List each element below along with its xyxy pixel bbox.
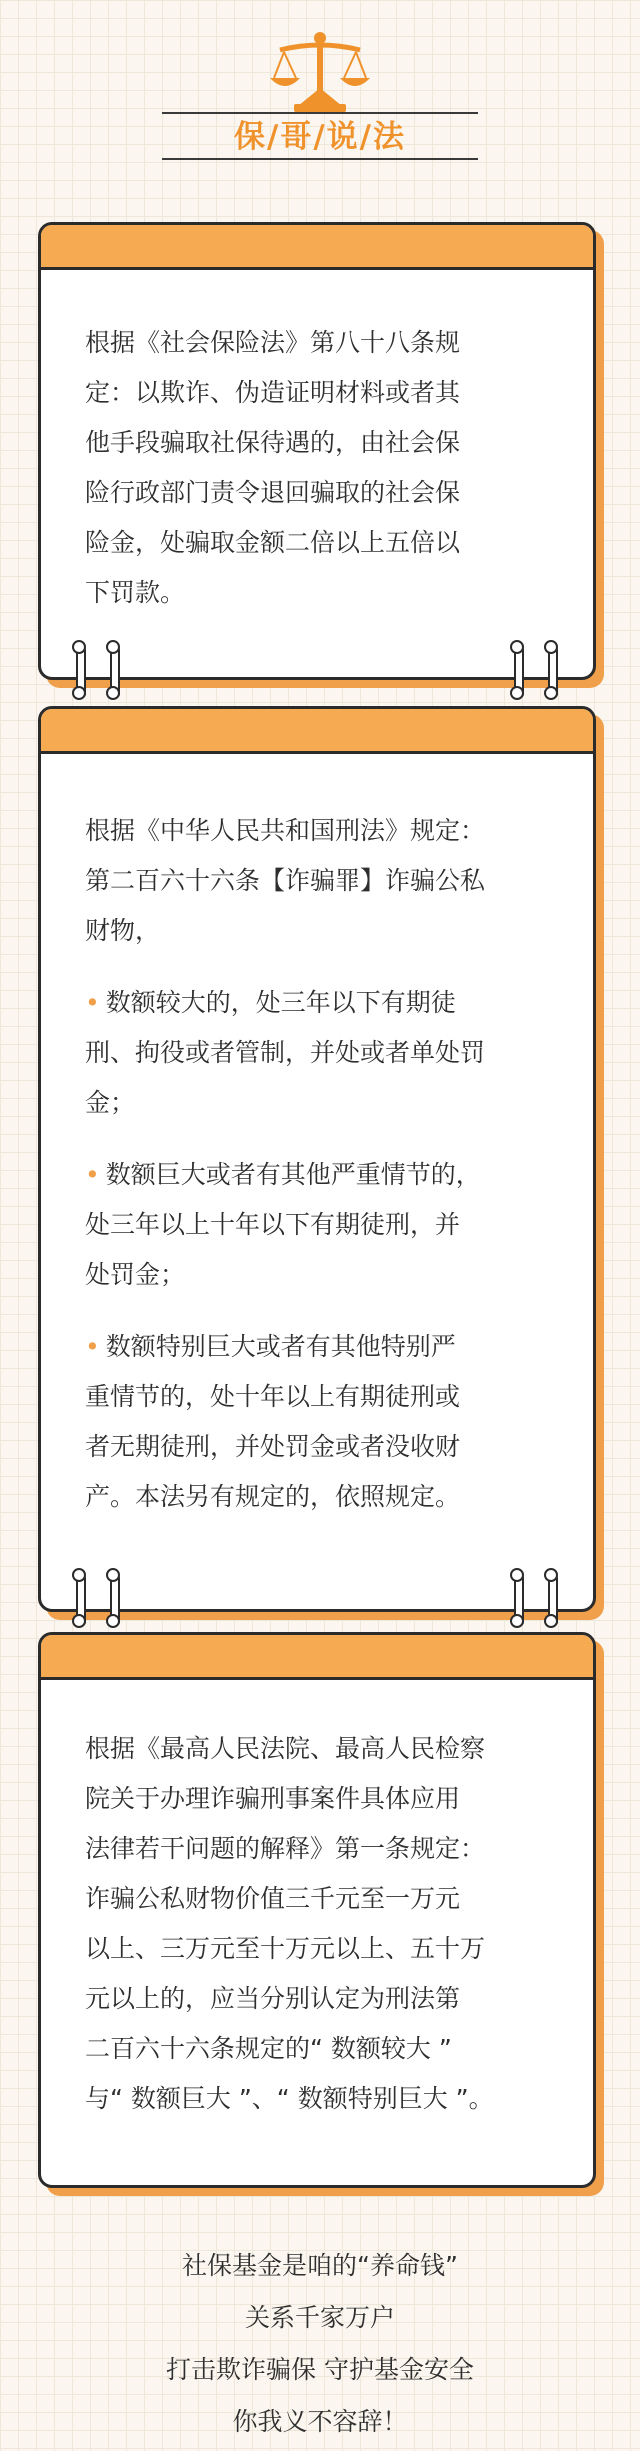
- card-text-line: 元以上的，应当分别认定为刑法第: [85, 1984, 461, 2013]
- ring-icon: [72, 640, 86, 700]
- ring-icon: [510, 640, 524, 700]
- slogan-line: 你我义不容辞！: [232, 2407, 408, 2436]
- card-text-line: 以上、三万元至十万元以上、五十万: [85, 1934, 486, 1963]
- ring-icon: [510, 1568, 524, 1628]
- card-text-line: 诈骗公私财物价值三千元至一万元: [85, 1884, 461, 1913]
- card-text-line: 刑、拘役或者管制，并处或者单处罚: [85, 1038, 486, 1067]
- bullet-dot-icon: •: [85, 1160, 100, 1189]
- card-text-line: 处三年以上十年以下有期徒刑，并: [85, 1210, 461, 1239]
- ring-icon: [544, 640, 558, 700]
- card-text-line: 定：以欺诈、伪造证明材料或者其: [85, 378, 461, 407]
- footer-slogans: [0, 2240, 640, 2448]
- ring-icon: [72, 1568, 86, 1628]
- bullet-text: 数额特别巨大或者有其他特别严: [105, 1332, 456, 1361]
- bullet-line: [85, 1322, 549, 1372]
- page-title: 保/哥/说/法: [234, 119, 406, 155]
- card-header-band: [41, 1635, 593, 1680]
- bullet-line: [85, 1150, 549, 1200]
- title-bottom-rule: [162, 158, 478, 160]
- card-text-line: 金；: [85, 1088, 136, 1117]
- header: [0, 0, 640, 170]
- ring-icon: [544, 1568, 558, 1628]
- card-body: [41, 270, 593, 618]
- law-card-criminal-law: [38, 706, 596, 1612]
- slogan-line: 社保基金是咱的“养命钱”: [182, 2251, 458, 2280]
- card-body: [41, 1680, 593, 2124]
- card-text-line: 产。本法另有规定的，依照规定。: [85, 1482, 461, 1511]
- title-top-rule: [162, 112, 478, 114]
- card-text-line: 财物，: [85, 916, 161, 945]
- card-text-line: 与“ 数额巨大 ”、“ 数额特别巨大 ”。: [85, 2084, 494, 2113]
- bullet-text: 数额巨大或者有其他严重情节的，: [105, 1160, 481, 1189]
- card-header-band: [41, 225, 593, 270]
- law-card-social-insurance: [38, 222, 596, 680]
- bullet-text: 数额较大的，处三年以下有期徒: [105, 988, 456, 1017]
- card-text-line: 第二百六十六条【诈骗罪】诈骗公私: [85, 866, 486, 895]
- card-text-line: 他手段骗取社保待遇的，由社会保: [85, 428, 461, 457]
- card-text-line: 二百六十六条规定的“ 数额较大 ”: [85, 2034, 452, 2063]
- card-header-band: [41, 709, 593, 754]
- card-text-line: 法律若干问题的解释》第一条规定：: [85, 1834, 486, 1863]
- card-text-line: 根据《社会保险法》第八十八条规: [85, 328, 461, 357]
- ring-icon: [106, 640, 120, 700]
- card-text-line: 险行政部门责令退回骗取的社会保: [85, 478, 461, 507]
- card-text-line: 处罚金；: [85, 1260, 186, 1289]
- card-body: [41, 754, 593, 1522]
- card-text-line: 根据《最高人民法院、最高人民检察: [85, 1734, 486, 1763]
- card-text-line: 下罚款。: [85, 578, 186, 607]
- law-card-judicial-interpretation: [38, 1632, 596, 2188]
- bullet-dot-icon: •: [85, 1332, 100, 1361]
- card-text-line: 院关于办理诈骗刑事案件具体应用: [85, 1784, 461, 1813]
- card-text-line: 重情节的，处十年以上有期徒刑或: [85, 1382, 461, 1411]
- card-text-line: 者无期徒刑，并处罚金或者没收财: [85, 1432, 461, 1461]
- bullet-line: [85, 978, 549, 1028]
- slogan-line: 打击欺诈骗保 守护基金安全: [166, 2355, 474, 2384]
- title-block: [162, 106, 478, 164]
- card-text-line: 根据《中华人民共和国刑法》规定：: [85, 816, 486, 845]
- card-text-line: 险金，处骗取金额二倍以上五倍以: [85, 528, 461, 557]
- slogan-line: 关系千家万户: [244, 2303, 395, 2332]
- scales-icon: [268, 28, 372, 118]
- bullet-dot-icon: •: [85, 988, 100, 1017]
- ring-icon: [106, 1568, 120, 1628]
